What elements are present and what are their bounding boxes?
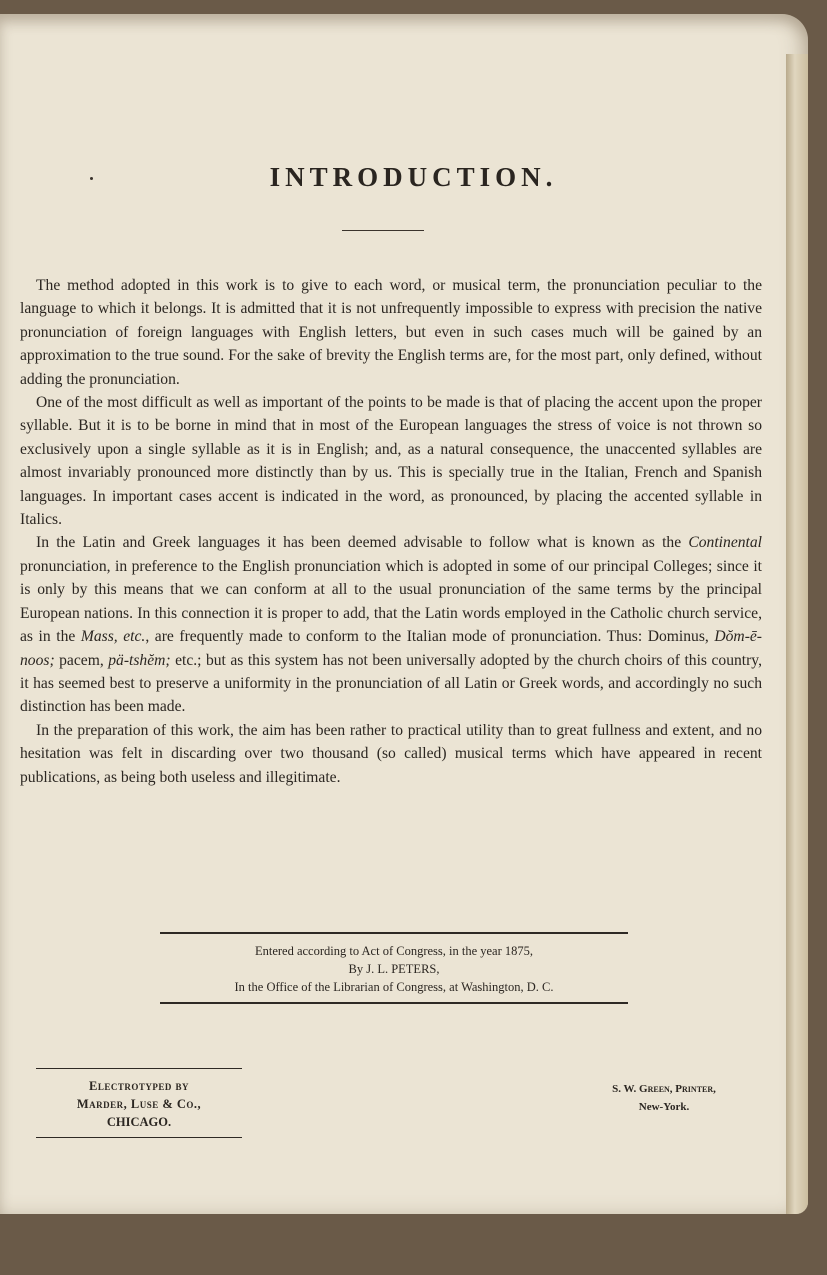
paragraph-3-text-e: , are frequently made to conform to the Italian mode of pronunciation. Thus: Dominus, [145,628,715,646]
book-page [0,14,808,1214]
paragraph-3-text-i: etc.; but as this system has not been universally adopted by the church choirs of this country, it has seemed best to preserve a uniformity in the pronunciation of all Latin or Greek words, and accordingly no such distinction has been made. [20,651,762,716]
paragraph-4 [20,719,762,789]
introduction-body [20,274,762,789]
copyright-line-1: Entered according to Act of Congress, in the year 1875, [254,944,534,958]
copyright-notice [160,932,628,1004]
printer-city: New-York. [638,1101,690,1113]
copyright-line-2: By J. L. PETERS, [348,962,440,976]
page-edge [786,54,808,1214]
paragraph-3 [20,531,762,718]
paragraph-2 [20,391,762,531]
printer-imprint [584,1080,744,1116]
title-divider [342,230,424,231]
electrotyper-city: CHICAGO. [106,1115,172,1129]
paragraph-3-italic-dominus: Dŏm-ē-noos; [20,628,763,669]
electrotyped-label: Electrotyped by [89,1079,189,1093]
electrotyper-name: Marder, Luse & Co., [76,1097,202,1111]
copyright-line-3: In the Office of the Librarian of Congress, at Washington, D. C. [234,980,554,994]
paragraph-3-text-a: In the Latin and Greek languages it has been deemed advisable to follow what is known as the [36,534,689,552]
paragraph-3-text-g: pacem, [54,651,109,669]
paragraph-1 [20,274,762,391]
paragraph-2-text: One of the most difficult as well as important of the points to be made is that of placing the accent upon the proper syllable. But it is to be borne in mind that in most of the European languages the stress of voice is not thrown so exclusively upon a single syllable as it is in English; and, as a natural consequence, the unaccented syllables are almost invariably pronounced more distinctly than by us. This is specially true in the Italian, French and Spanish languages. In important cases accent is indicated in the word, as pronounced, by placing the accented syllable in Italics. [20,394,762,529]
paragraph-3-text-c: pronunciation, in preference to the English pronunciation which is adopted in some of our principal Colleges; since it is only by this means that we can conform at all to the usual pronunciation of the same terms by the principal European nations. In this connection it is proper to add, that the Latin words employed in the Catholic church service, as in the [20,557,762,646]
paragraph-4-text: In the preparation of this work, the aim has been rather to practical utility than to great fullness and extent, and no hesitation was felt in discarding over two thousand (so called) musical terms which have appeared in recent publications, as being both useless and illegitimate. [20,721,762,786]
paragraph-1-text: The method adopted in this work is to give to each word, or musical term, the pronunciation peculiar to the language to which it belongs. It is admitted that it is not unfrequently impossible to express with precision the native pronunciation of foreign languages with English letters, but even in such cases much will be gained by an approximation to the true sound. For the sake of brevity the English terms are, for the most part, only defined, without adding the pronunciation. [20,277,762,388]
page-title: INTRODUCTION. [269,162,558,192]
paragraph-3-italic-continental: Continental [688,534,762,552]
paragraph-3-italic-mass: Mass, etc. [80,628,146,646]
printer-name: S. W. Green, Printer, [612,1083,716,1095]
paragraph-3-italic-pacem: pä-tshĕm; [108,651,171,669]
electrotyper-imprint [36,1068,242,1138]
